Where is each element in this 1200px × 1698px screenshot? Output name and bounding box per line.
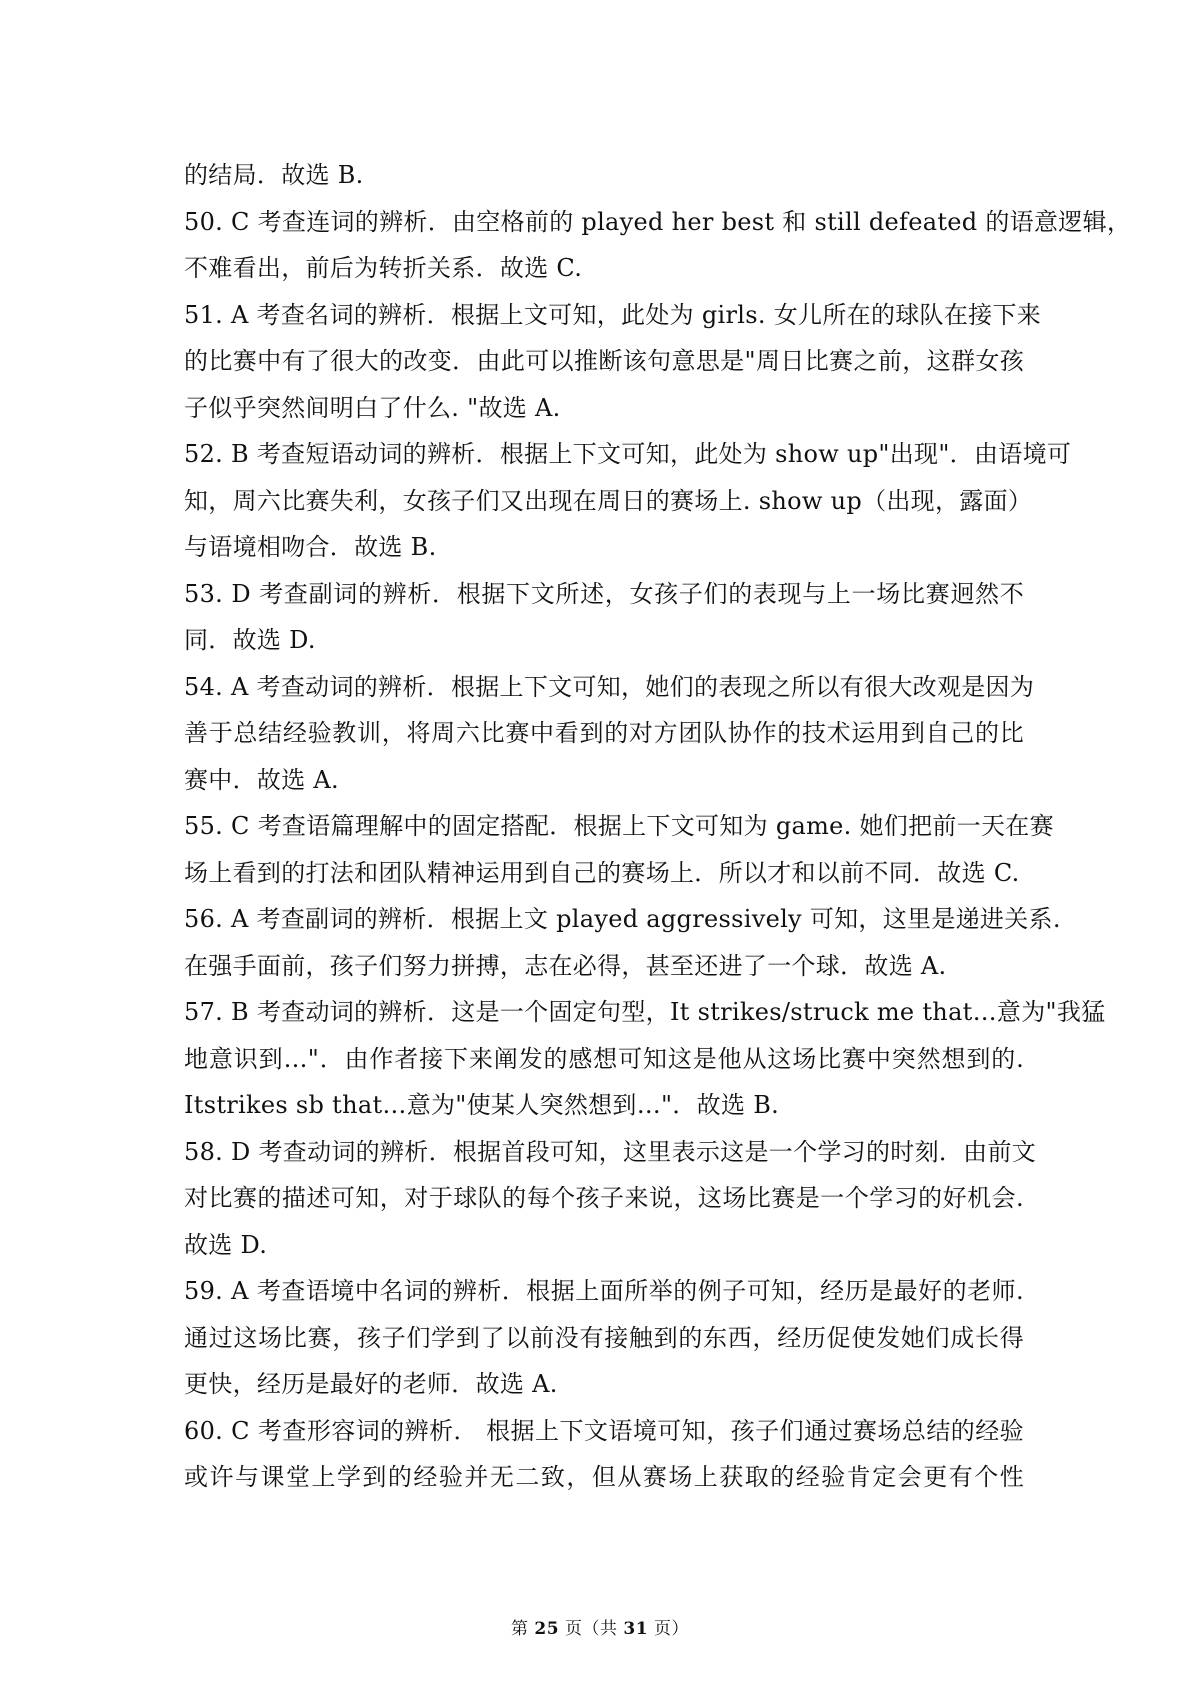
text-line: 地意识到…"．由作者接下来阐发的感想可知这是他从这场比赛中突然想到的. [184,1044,1024,1073]
text-line: 更快，经历是最好的老师．故选 A. [184,1370,558,1398]
text-line: 的比赛中有了很大的改变．由此可以推断该句意思是"周日比赛之前，这群女孩 [184,347,1024,375]
text-line: 的结局．故选 B. [184,161,364,189]
footer-prefix: 第 [511,1619,529,1639]
text-line: 赛中．故选 A. [184,765,339,794]
text-line: 56. A 考查副词的辨析．根据上文 played aggressively 可知，这里是递进关系. [184,905,1061,933]
text-line: Itstrikes sb that…意为"使某人突然想到…"．故选 B. [184,1091,780,1119]
footer-middle: 页（共 [565,1619,618,1639]
text-line: 51. A 考查名词的辨析．根据上文可知，此处为 girls. 女儿所在的球队在接下来 [184,300,1042,329]
text-line: 52. B 考查短语动词的辨析．根据上下文可知，此处为 show up"出现"．由语境可 [184,440,1072,468]
text-line: 故选 D. [184,1230,268,1259]
text-line: 场上看到的打法和团队精神运用到自己的赛场上．所以才和以前不同．故选 C. [184,858,1020,887]
text-line: 或许与课堂上学到的经验并无二致，但从赛场上获取的经验肯定会更有个性 [184,1463,1024,1491]
text-line: 通过这场比赛，孩子们学到了以前没有接触到的东西，经历促使发她们成长得 [184,1323,1024,1352]
current-page-number: 25 [534,1619,560,1639]
answer-explanations [184,152,1132,1501]
total-page-number: 31 [623,1619,649,1639]
text-line: 58. D 考查动词的辨析．根据首段可知，这里表示这是一个学习的时刻．由前文 [184,1137,1037,1166]
text-line: 善于总结经验教训，将周六比赛中看到的对方团队协作的技术运用到自己的比 [184,719,1024,747]
text-line: 57. B 考查动词的辨析．这是一个固定句型，It strikes/struck me that…意为"我猛 [184,998,1106,1026]
text-line: 同．故选 D. [184,626,316,654]
text-line: 不难看出，前后为转折关系．故选 C. [184,254,583,282]
text-line: 53. D 考查副词的辨析．根据下文所述，女孩子们的表现与上一场比赛迥然不 [184,579,1024,608]
text-line: 对比赛的描述可知，对于球队的每个孩子来说，这场比赛是一个学习的好机会. [184,1184,1024,1212]
text-line: 在强手面前，孩子们努力拼搏，志在必得，甚至还进了一个球．故选 A. [184,951,947,980]
text-line: 54. A 考查动词的辨析．根据上下文可知，她们的表现之所以有很大改观是因为 [184,672,1035,701]
page-footer [0,1614,1200,1639]
footer-suffix: 页） [653,1619,689,1639]
text-line: 子似乎突然间明白了什么. "故选 A. [184,393,561,422]
text-line: 60. C 考查形容词的辨析． 根据上下文语境可知，孩子们通过赛场总结的经验 [184,1416,1024,1445]
text-line: 与语境相吻合．故选 B. [184,533,437,561]
text-line: 59. A 考查语境中名词的辨析．根据上面所举的例子可知，经历是最好的老师. [184,1277,1024,1305]
text-line: 50. C 考查连词的辨析．由空格前的 played her best 和 still defeated 的语意逻辑， [184,207,1132,236]
text-line: 知，周六比赛失利，女孩子们又出现在周日的赛场上. show up（出现，露面） [184,486,1033,515]
text-line: 55. C 考查语篇理解中的固定搭配．根据上下文可知为 game. 她们把前一天在赛 [184,812,1054,840]
